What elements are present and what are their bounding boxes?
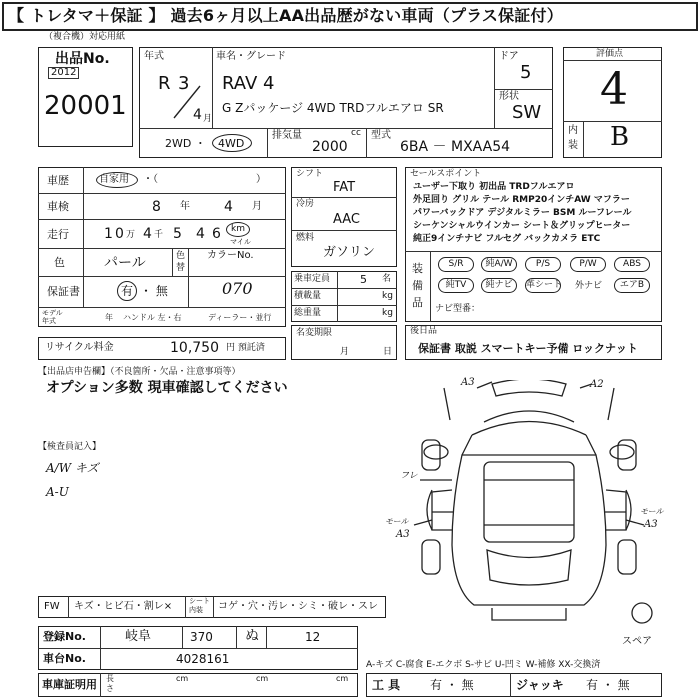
col-line [100, 673, 101, 697]
diagram-a2-top: A2 [590, 379, 604, 390]
lot-stamp: 2012 [48, 67, 79, 79]
recycle-value: 10,750 [170, 340, 219, 356]
capacity-unit: 名 [382, 274, 392, 284]
color-code-label: カラーNo. [207, 250, 254, 261]
model-grade: G Zパッケージ 4WD TRDフルエアロ SR [222, 101, 444, 115]
equip-ext-navi: 外ナビ [575, 281, 603, 291]
tools-label: 工 具 [372, 678, 401, 692]
equipment-label-2: 備 [412, 279, 423, 292]
col-line [68, 596, 69, 618]
displacement-value: 2000 [312, 139, 348, 155]
color-code: 070 [222, 279, 253, 298]
row-line [38, 307, 286, 308]
selling-point-line: 純正9インチナビ フルセグ バックカメラ ETC [413, 234, 601, 244]
col-line [236, 626, 237, 648]
history-rest: ・（ [143, 174, 158, 185]
row-line [38, 648, 358, 649]
col-line [188, 248, 189, 307]
certificate-l1: 長 [106, 674, 114, 683]
divider [212, 47, 213, 128]
divider [366, 128, 367, 158]
mileage-sen: 千 [154, 230, 164, 240]
doors-label: ドア [499, 51, 519, 62]
history-table [38, 167, 286, 327]
divider [583, 121, 584, 158]
mileage-d6: 6 [212, 226, 221, 242]
selling-point-line: シーケンシャルウインカー シート＆グリップヒーター [413, 221, 631, 231]
type-value: 6BA － MXAA54 [400, 139, 511, 155]
certificate-l2: さ [106, 684, 114, 693]
inspection-year: 8 [152, 199, 161, 215]
selling-point-line: ユーザー下取り 初出品 TRDフルエアロ [413, 182, 575, 192]
diagram-spare: スペア [622, 636, 652, 647]
score-label: 評価点 [596, 49, 624, 59]
equip-ps: P/S [525, 257, 561, 272]
year-era: R [158, 73, 171, 94]
col-line [510, 673, 511, 697]
shift-value: FAT [333, 180, 356, 195]
diagram-mole-right: モール [640, 507, 664, 516]
divider [494, 47, 495, 128]
inspection-month-unit: 月 [252, 201, 262, 212]
aircon-label: 冷房 [296, 199, 315, 209]
mileage-unit: km [231, 224, 245, 234]
inspection-year-unit: 年 [180, 201, 190, 212]
interior-label-2: 装 [568, 140, 578, 151]
weight-unit: kg [382, 308, 393, 318]
color-change-2: 替 [176, 263, 186, 273]
history-selected: 自家用 [99, 174, 129, 185]
deadline-month: 月 [340, 347, 350, 357]
aircon-value: AAC [333, 212, 360, 227]
certificate-label: 車庫証明用 [42, 678, 97, 691]
divider [267, 128, 268, 158]
fw-text: キズ・ヒビ石・割レ× [74, 601, 173, 612]
model-year-handle: ハンドル 左・右 [123, 313, 182, 322]
banner-title: 【 トレタマ＋保証 】 過去6ヶ月以上AA出品歴がない車両（プラス保証付） [8, 6, 563, 25]
inspection-label: 車検 [47, 200, 69, 213]
inspector-line-1: A/W キズ [46, 461, 99, 475]
equip-abs: ABS [614, 257, 650, 272]
row-line [38, 193, 286, 194]
model-year-nen: 年 [105, 313, 113, 322]
model-year-dealer: ディーラー・並行 [208, 313, 272, 322]
equipment-label-1: 装 [412, 262, 423, 275]
row-line [405, 251, 662, 252]
shift-label: シフト [296, 169, 324, 179]
mileage-d5: 4 [196, 226, 205, 242]
row-line [291, 230, 397, 231]
fw-label: FW [44, 601, 60, 612]
certificate-cm-3: cm [336, 674, 349, 683]
equip-alloy-wheel: 純A/W [481, 257, 517, 272]
equip-pw: P/W [570, 257, 606, 272]
col-line [337, 271, 338, 322]
row-line [291, 197, 397, 198]
color-change-1: 色 [176, 251, 186, 261]
interior-label-1: 内 [568, 125, 578, 136]
mileage-d4: 5 [173, 226, 182, 242]
fw-seat-2: 内装 [189, 606, 203, 614]
row-line [291, 305, 397, 306]
selling-point-line: パワーバックドア デジタルミラー BSM ルーフレール [413, 208, 632, 218]
year-month: 4 [193, 107, 202, 123]
fuel-value: ガソリン [323, 245, 376, 260]
displacement-label: 排気量 [272, 130, 302, 141]
registration-class: 370 [190, 630, 213, 644]
diagram-fure: フレ [400, 471, 418, 481]
diagram-a3-top: A3 [461, 377, 475, 388]
mileage-label: 走行 [47, 228, 69, 241]
year-month-unit: 月 [203, 114, 213, 124]
weight-label: 総重量 [294, 308, 322, 318]
jack-value: 有 ・ 無 [586, 678, 630, 692]
navi-model-label: ナビ型番： [435, 304, 481, 314]
load-unit: kg [382, 291, 393, 301]
equip-leather: 革シート [525, 278, 561, 293]
chassis-label: 車台No. [43, 652, 86, 665]
registration-region: 岐阜 [125, 629, 152, 644]
doors-value: 5 [520, 62, 532, 83]
fw-seat-1: シート [189, 597, 210, 605]
lot-number: 20001 [44, 91, 127, 121]
warranty-rest: ・ 無 [140, 284, 168, 298]
equip-tv: 純TV [438, 278, 474, 293]
row-line [38, 219, 286, 220]
jack-label: ジャッキ [516, 678, 564, 692]
equipment-label-3: 品 [412, 296, 423, 309]
color-label: 色 [54, 256, 65, 269]
fuel-label: 燃料 [296, 233, 315, 243]
col-line [83, 167, 84, 307]
history-label: 車歴 [47, 174, 69, 187]
registration-label: 登録No. [43, 630, 86, 643]
interior-value: B [610, 122, 630, 152]
equip-airbag: エアB [614, 278, 650, 293]
mileage-d2: 0 [115, 226, 124, 242]
recycle-unit: 円 預託済 [226, 343, 265, 353]
damage-legend: A-キズ C-腐食 E-エクボ S-サビ U-凹ミ W-補修 XX-交換済 [366, 660, 601, 670]
certificate-cm-2: cm [256, 674, 269, 683]
drive-options: 2WD ・ [165, 137, 206, 150]
deadline-label: 名変期限 [296, 328, 333, 338]
diagram-mole-left: モール [385, 517, 409, 526]
capacity-value: 5 [360, 273, 367, 286]
col-line [100, 626, 101, 670]
col-line [182, 626, 183, 648]
mileage-d1: 1 [104, 226, 113, 242]
model-year-l1: モデル [42, 309, 63, 317]
displacement-unit: cc [351, 128, 361, 138]
certificate-cm-1: cm [176, 674, 189, 683]
divider [494, 89, 553, 90]
post-install-label: 後日品 [410, 326, 438, 336]
warranty-selected: 有 [121, 284, 134, 298]
diagram-a3-left: A3 [396, 529, 410, 540]
capacity-label: 乗車定員 [294, 274, 331, 284]
chassis-value: 4028161 [176, 652, 230, 666]
warranty-label: 保証書 [47, 285, 80, 298]
model-year-l2: 年式 [42, 317, 56, 325]
mileage-man: 万 [126, 230, 136, 240]
lot-label: 出品No. [55, 51, 110, 67]
equip-sr: S/R [438, 257, 474, 272]
selling-points-label: セールスポイント [410, 169, 482, 179]
recycle-label: リサイクル料金 [45, 342, 114, 353]
banner-subtitle: （複合機）対応用紙 [44, 32, 126, 42]
type-label: 型式 [371, 130, 391, 141]
mileage-unit2: マイル [230, 238, 251, 246]
equip-navi: 純ナビ [481, 278, 517, 293]
year-label: 年式 [144, 51, 164, 62]
shape-label: 形状 [499, 91, 519, 102]
row-line [38, 276, 286, 277]
col-line [430, 251, 431, 322]
notes-label: 【出品店申告欄】（不良箇所・欠品・注意事項等） [38, 367, 241, 377]
col-line [185, 596, 186, 618]
color-value: パール [104, 255, 146, 271]
row-line [291, 288, 397, 289]
divider [563, 60, 662, 61]
score-value: 4 [600, 64, 628, 115]
selling-point-line: 外足回り グリル テール RMP20インチAW マフラー [413, 195, 630, 205]
deadline-day: 日 [383, 347, 393, 357]
col-line [213, 596, 214, 618]
col-line [266, 626, 267, 648]
model-label: 車名・グレード [216, 51, 286, 62]
year-value: 3 [178, 73, 190, 94]
shape-value: SW [512, 102, 542, 123]
drive-selected: 4WD [218, 137, 245, 150]
registration-number: 12 [305, 630, 321, 644]
mileage-d3: 4 [143, 226, 152, 242]
notes-text: オプション多数 現車確認してください [46, 380, 288, 396]
inspection-month: 4 [224, 199, 233, 215]
inspector-label: 【検査員記入】 [38, 442, 102, 452]
tools-value: 有 ・ 無 [430, 678, 474, 692]
col-line [172, 248, 173, 276]
car-diagram [392, 377, 667, 625]
divider [139, 128, 553, 129]
post-install-items: 保証書 取説 スマートキー予備 ロックナット [418, 342, 638, 355]
model-name: RAV 4 [222, 73, 275, 94]
registration-kana: ぬ [245, 628, 259, 644]
inspector-line-2: A-U [46, 485, 69, 499]
history-close: ） [256, 174, 266, 185]
row-line [38, 248, 286, 249]
interior-damage-text: コゲ・穴・汚レ・シミ・破レ・スレ [218, 601, 378, 612]
load-label: 積載量 [294, 291, 322, 301]
diagram-a3-right: A3 [644, 519, 658, 530]
